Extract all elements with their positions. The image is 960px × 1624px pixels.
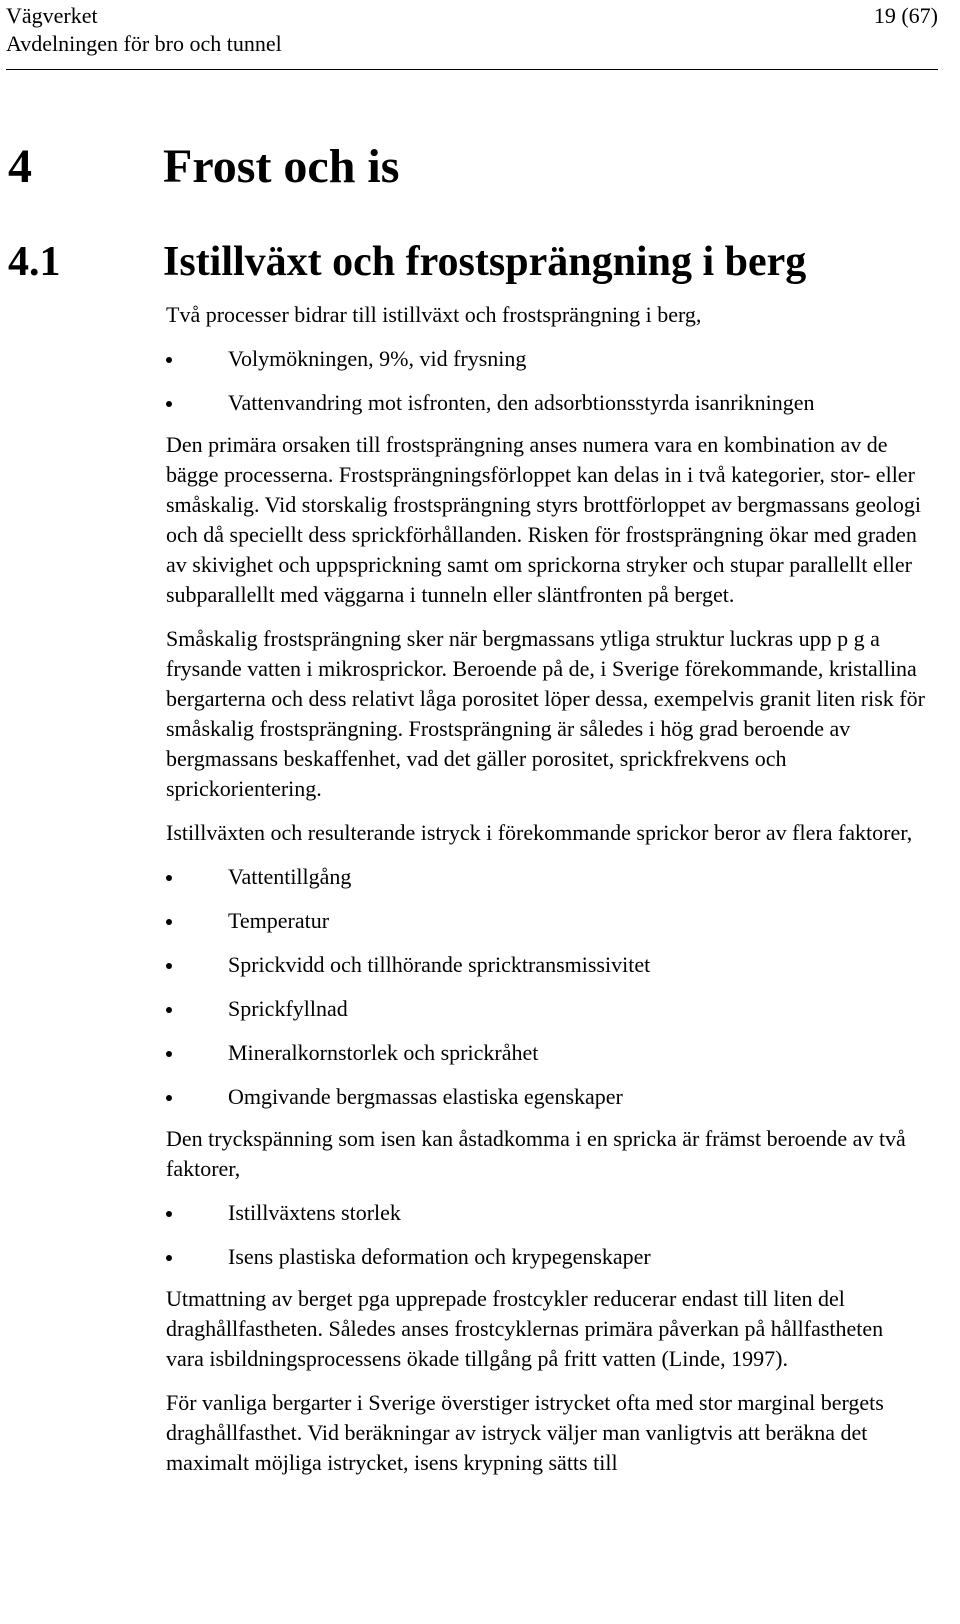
bullet-icon: [166, 401, 172, 407]
list-item: Isens plastiska deformation och krypegenskaper: [166, 1242, 926, 1272]
list-item: Volymökningen, 9%, vid frysning: [166, 344, 926, 374]
list-item: Omgivande bergmassas elastiska egenskaper: [166, 1082, 926, 1112]
bullet-icon: [166, 875, 172, 881]
page-header: [6, 0, 938, 70]
bullet-icon: [166, 1051, 172, 1057]
pressure-factor-list: [166, 1198, 926, 1272]
bullet-icon: [166, 1007, 172, 1013]
list-item: Vattenvandring mot isfronten, den adsorbtionsstyrda isanrikningen: [166, 388, 926, 418]
paragraph-fatigue: Utmattning av berget pga upprepade frostcykler reducerar endast till liten del draghållfastheten. Således anses frostcyklernas primära påverkan på hållfastheten vara isbildningsprocessens ökade tillgång på fritt vatten (Linde, 1997).: [166, 1286, 884, 1371]
bullet-icon: [166, 919, 172, 925]
list-item: Istillväxtens storlek: [166, 1198, 926, 1228]
page-number: 19 (67): [873, 3, 938, 28]
chapter-heading: [8, 138, 399, 196]
paragraph-small-scale: Småskalig frostsprängning sker när bergmassans ytliga struktur luckras upp p g a frysande vatten i mikrosprickor. Beroende på de, i Sverige förekommande, kristallina bergarterna och dess relativt låga porositet löper dessa, exempelvis granit liten risk för småskalig frostsprängning. Frostsprängning är således i hög grad beroende av bergmassans beskaffenhet, vad det gäller porositet, sprickfrekvens och sprickorientering.: [166, 626, 925, 801]
process-list: [166, 344, 926, 418]
header-department: Avdelningen för bro och tunnel: [6, 31, 282, 56]
bullet-icon: [166, 1211, 172, 1217]
bullet-icon: [166, 1255, 172, 1261]
section-title: Istillväxt och frostsprängning i berg: [163, 239, 807, 285]
factor-list: [166, 862, 926, 1112]
bullet-icon: [166, 1095, 172, 1101]
bullet-icon: [166, 357, 172, 363]
section-number: 4.1: [8, 239, 61, 285]
paragraph-primary-cause: Den primära orsaken till frostsprängning anses numera vara en kombination av de bägge processerna. Frostsprängningsförloppet kan delas in i två kategorier, stor- eller småskalig. Vid storskalig frostsprängning styrs brottförloppet av bergmassans geologi och då speciellt dess sprickförhållanden. Risken för frostsprängning ökar med graden av skivighet och uppsprickning samt om sprickorna stryker och stupar parallellt eller subparallellt med väggarna i tunneln eller släntfronten på berget.: [166, 432, 921, 607]
list-item: Vattentillgång: [166, 862, 926, 892]
header-organization: Vägverket: [6, 3, 98, 28]
section-heading: [8, 236, 806, 288]
list-item: Sprickfyllnad: [166, 994, 926, 1024]
bullet-icon: [166, 963, 172, 969]
paragraph-common-rocks: För vanliga bergarter i Sverige överstiger istrycket ofta med stor marginal bergets draghållfasthet. Vid beräkningar av istryck väljer man vanligtvis att beräkna det maximalt möjliga istrycket, isens krypning sätts till: [166, 1390, 884, 1475]
list-item: Mineralkornstorlek och sprickråhet: [166, 1038, 926, 1068]
paragraph-factors-intro: Istillväxten och resulterande istryck i förekommande sprickor beror av flera faktorer,: [166, 820, 913, 845]
list-item: Temperatur: [166, 906, 926, 936]
list-item: Sprickvidd och tillhörande spricktransmissivitet: [166, 950, 926, 980]
paragraph-intro: Två processer bidrar till istillväxt och frostsprängning i berg,: [166, 302, 702, 327]
chapter-title: Frost och is: [163, 140, 400, 193]
body-text: [166, 300, 926, 1478]
chapter-number: 4: [8, 140, 32, 193]
paragraph-pressure-intro: Den tryckspänning som isen kan åstadkomma i en spricka är främst beroende av två faktorer,: [166, 1126, 906, 1181]
